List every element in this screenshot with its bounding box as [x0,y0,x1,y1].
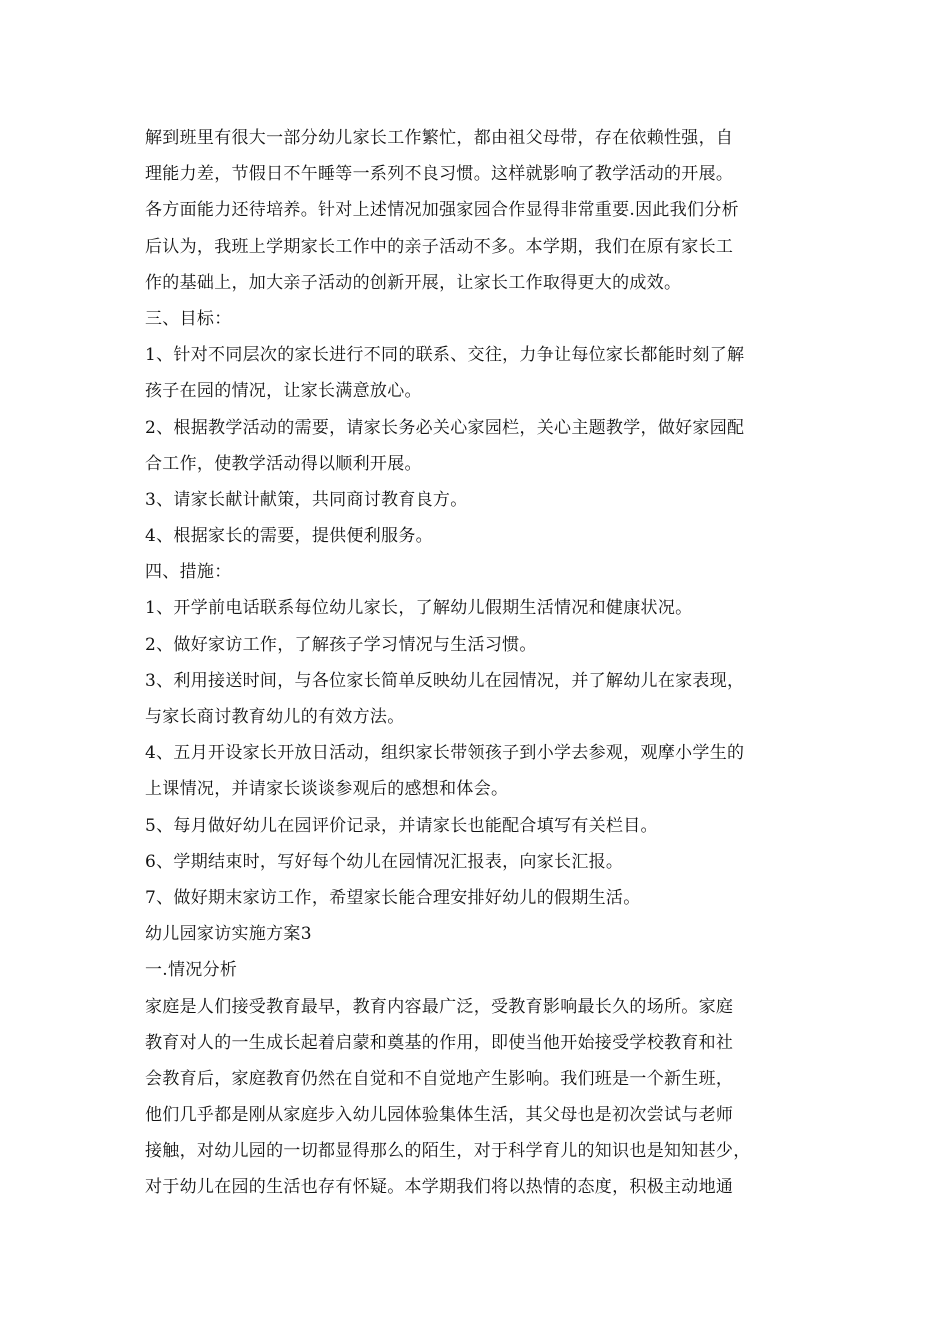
text-line: 1、针对不同层次的家长进行不同的联系、交往，力争让每位家长都能时刻了解 [145,345,745,366]
text-line: 家庭是人们接受教育最早，教育内容最广泛，受教育影响最长久的场所。家庭 [145,996,734,1017]
text-line: 他们几乎都是刚从家庭步入幼儿园体验集体生活，其父母也是初次尝试与老师 [145,1105,734,1126]
section-heading: 四、措施： [145,562,232,583]
document-title: 幼儿园家访实施方案3 [145,924,312,945]
text-line: 孩子在园的情况，让家长满意放心。 [145,381,422,402]
text-line: 解到班里有很大一部分幼儿家长工作繁忙，都由祖父母带，存在依赖性强，自 [145,128,734,148]
text-line: 作的基础上，加大亲子活动的创新开展，让家长工作取得更大的成效。 [145,272,682,293]
section-heading: 一.情况分析 [145,960,238,981]
text-line: 与家长商讨教育幼儿的有效方法。 [145,707,405,727]
text-line: 6、学期结束时，写好每个幼儿在园情况汇报表，向家长汇报。 [145,851,624,872]
text-line: 合工作，使教学活动得以顺利开展。 [145,453,422,474]
text-line: 各方面能力还待培养。针对上述情况加强家园合作显得非常重要.因此我们分析 [145,200,739,221]
text-line: 后认为，我班上学期家长工作中的亲子活动不多。本学期，我们在原有家长工 [145,236,734,257]
text-line: 教育对人的一生成长起着启蒙和奠基的作用，即使当他开始接受学校教育和社 [145,1032,734,1053]
text-line: 3、请家长献计献策，共同商讨教育良方。 [145,489,468,510]
text-line: 4、根据家长的需要，提供便利服务。 [145,526,433,547]
text-line: 对于幼儿在园的生活也存有怀疑。本学期我们将以热情的态度，积极主动地通 [145,1177,734,1198]
text-line: 上课情况，并请家长谈谈参观后的感想和体会。 [145,779,509,800]
text-line: 2、根据教学活动的需要，请家长务必关心家园栏，关心主题教学，做好家园配 [145,417,745,438]
text-line: 接触，对幼儿园的一切都显得那么的陌生，对于科学育儿的知识也是知知甚少， [145,1141,751,1162]
text-line: 3、利用接送时间，与各位家长简单反映幼儿在园情况，并了解幼儿在家表现， [145,670,745,691]
text-line: 7、做好期末家访工作，希望家长能合理安排好幼儿的假期生活。 [145,887,641,908]
section-heading: 三、目标： [145,308,232,329]
text-line: 4、五月开设家长开放日活动，组织家长带领孩子到小学去参观，观摩小学生的 [145,743,745,764]
text-line: 理能力差，节假日不午睡等一系列不良习惯。这样就影响了教学活动的开展。 [145,164,734,185]
document-body [145,120,815,1206]
text-line: 会教育后，家庭教育仍然在自觉和不自觉地产生影响。我们班是一个新生班， [145,1068,734,1089]
text-line: 1、开学前电话联系每位幼儿家长，了解幼儿假期生活情况和健康状况。 [145,598,693,619]
text-line: 5、每月做好幼儿在园评价记录，并请家长也能配合填写有关栏目。 [145,815,658,836]
text-line: 2、做好家访工作，了解孩子学习情况与生活习惯。 [145,634,537,655]
